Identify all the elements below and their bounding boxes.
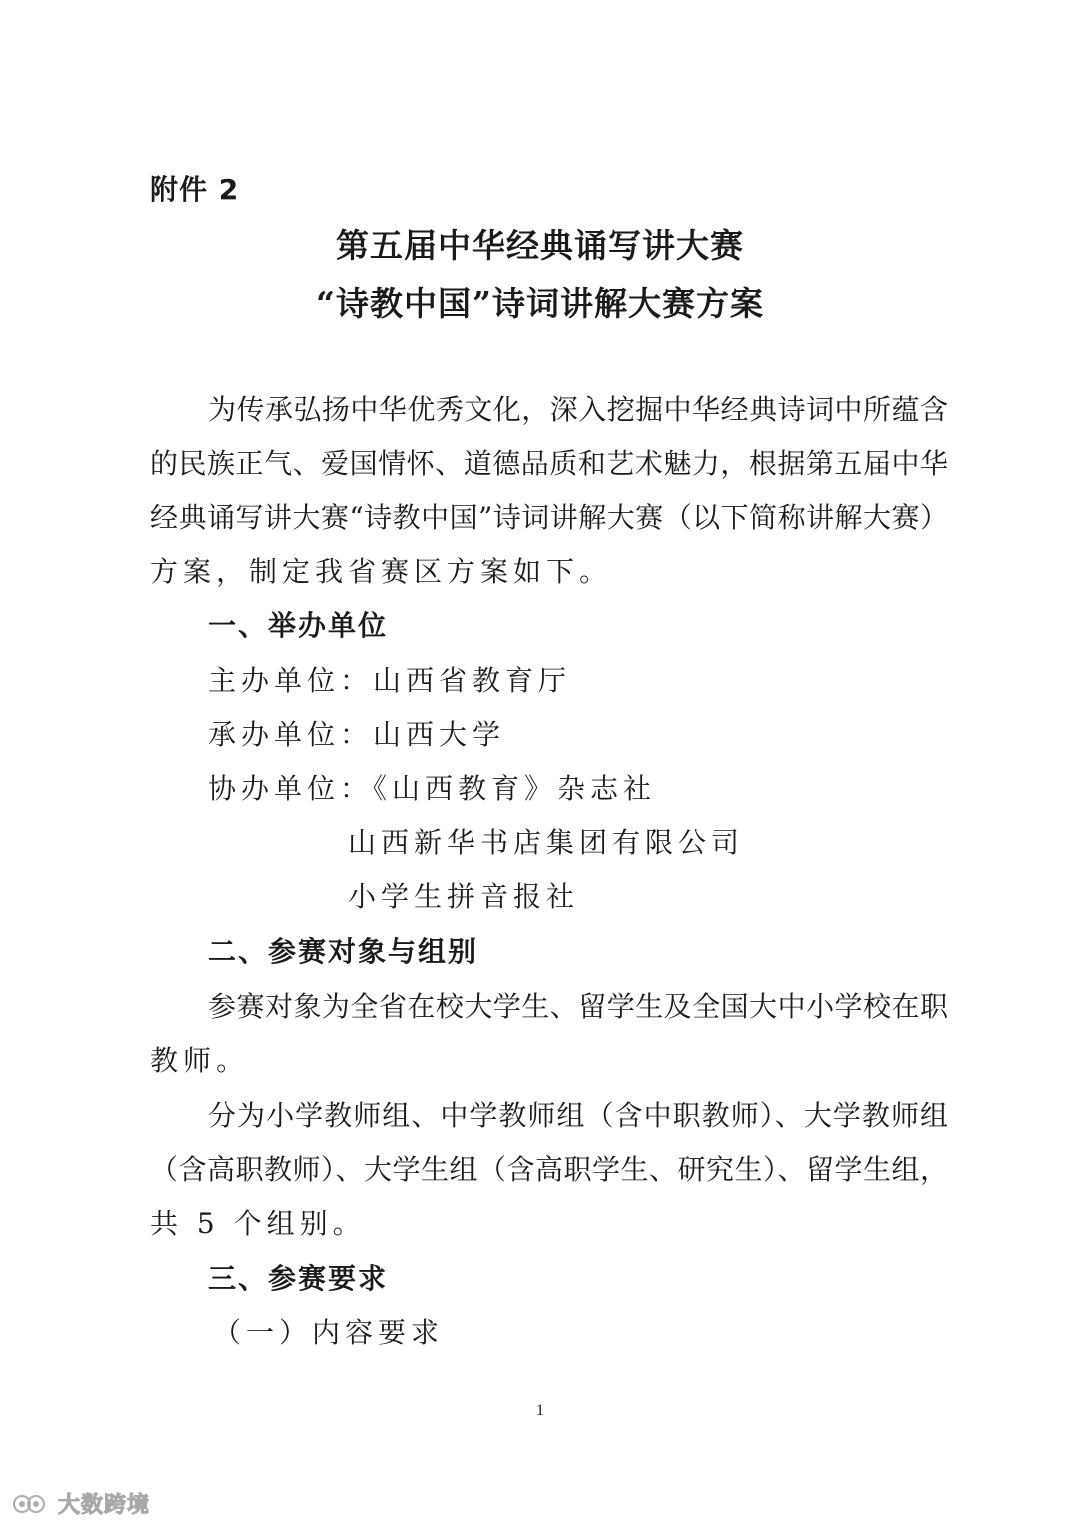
groups-line-3: 共 5 个组别。 (150, 1207, 366, 1240)
intro-line-1: 为传承弘扬中华优秀文化，深入挖掘中华经典诗词中所蕴含 (208, 393, 948, 426)
attachment-label: 附件 2 (150, 173, 240, 206)
document-title-line1: 第五届中华经典诵写讲大赛 (336, 226, 744, 265)
section1-heading: 一、举办单位 (208, 609, 389, 642)
section3-sub1: （一）内容要求 (213, 1316, 445, 1349)
co-organizer-unit-2: 山西新华书店集团有限公司 (348, 826, 745, 859)
intro-line-4: 方案，制定我省赛区方案如下。 (150, 555, 613, 588)
page-number: 1 (536, 1402, 544, 1419)
intro-line-3: 经典诵写讲大赛“诗教中国”诗词讲解大赛（以下简称讲解大赛） (150, 501, 948, 534)
groups-line-2: （含高职教师）、大学生组（含高职学生、研究生）、留学生组， (150, 1153, 948, 1186)
watermark-text: 大数跨境 (58, 1493, 151, 1518)
participants-line-2: 教师。 (150, 1044, 250, 1077)
section3-heading: 三、参赛要求 (208, 1262, 389, 1295)
watermark-logo-icon (12, 1491, 52, 1517)
co-organizer-unit: 协办单位：《山西教育》杂志社 (208, 772, 657, 805)
watermark (12, 1488, 150, 1519)
organizer-unit: 承办单位：山西大学 (208, 718, 506, 751)
participants-line-1: 参赛对象为全省在校大学生、留学生及全国大中小学校在职 (208, 990, 948, 1023)
document-title-line2: “诗教中国”诗词讲解大赛方案 (316, 284, 764, 323)
co-organizer-unit-3: 小学生拼音报社 (348, 880, 580, 913)
section2-heading: 二、参赛对象与组别 (208, 935, 479, 968)
host-unit: 主办单位：山西省教育厅 (208, 664, 572, 697)
intro-line-2: 的民族正气、爱国情怀、道德品质和艺术魅力，根据第五届中华 (150, 447, 948, 480)
groups-line-1: 分为小学教师组、中学教师组（含中职教师）、大学教师组 (208, 1099, 948, 1132)
